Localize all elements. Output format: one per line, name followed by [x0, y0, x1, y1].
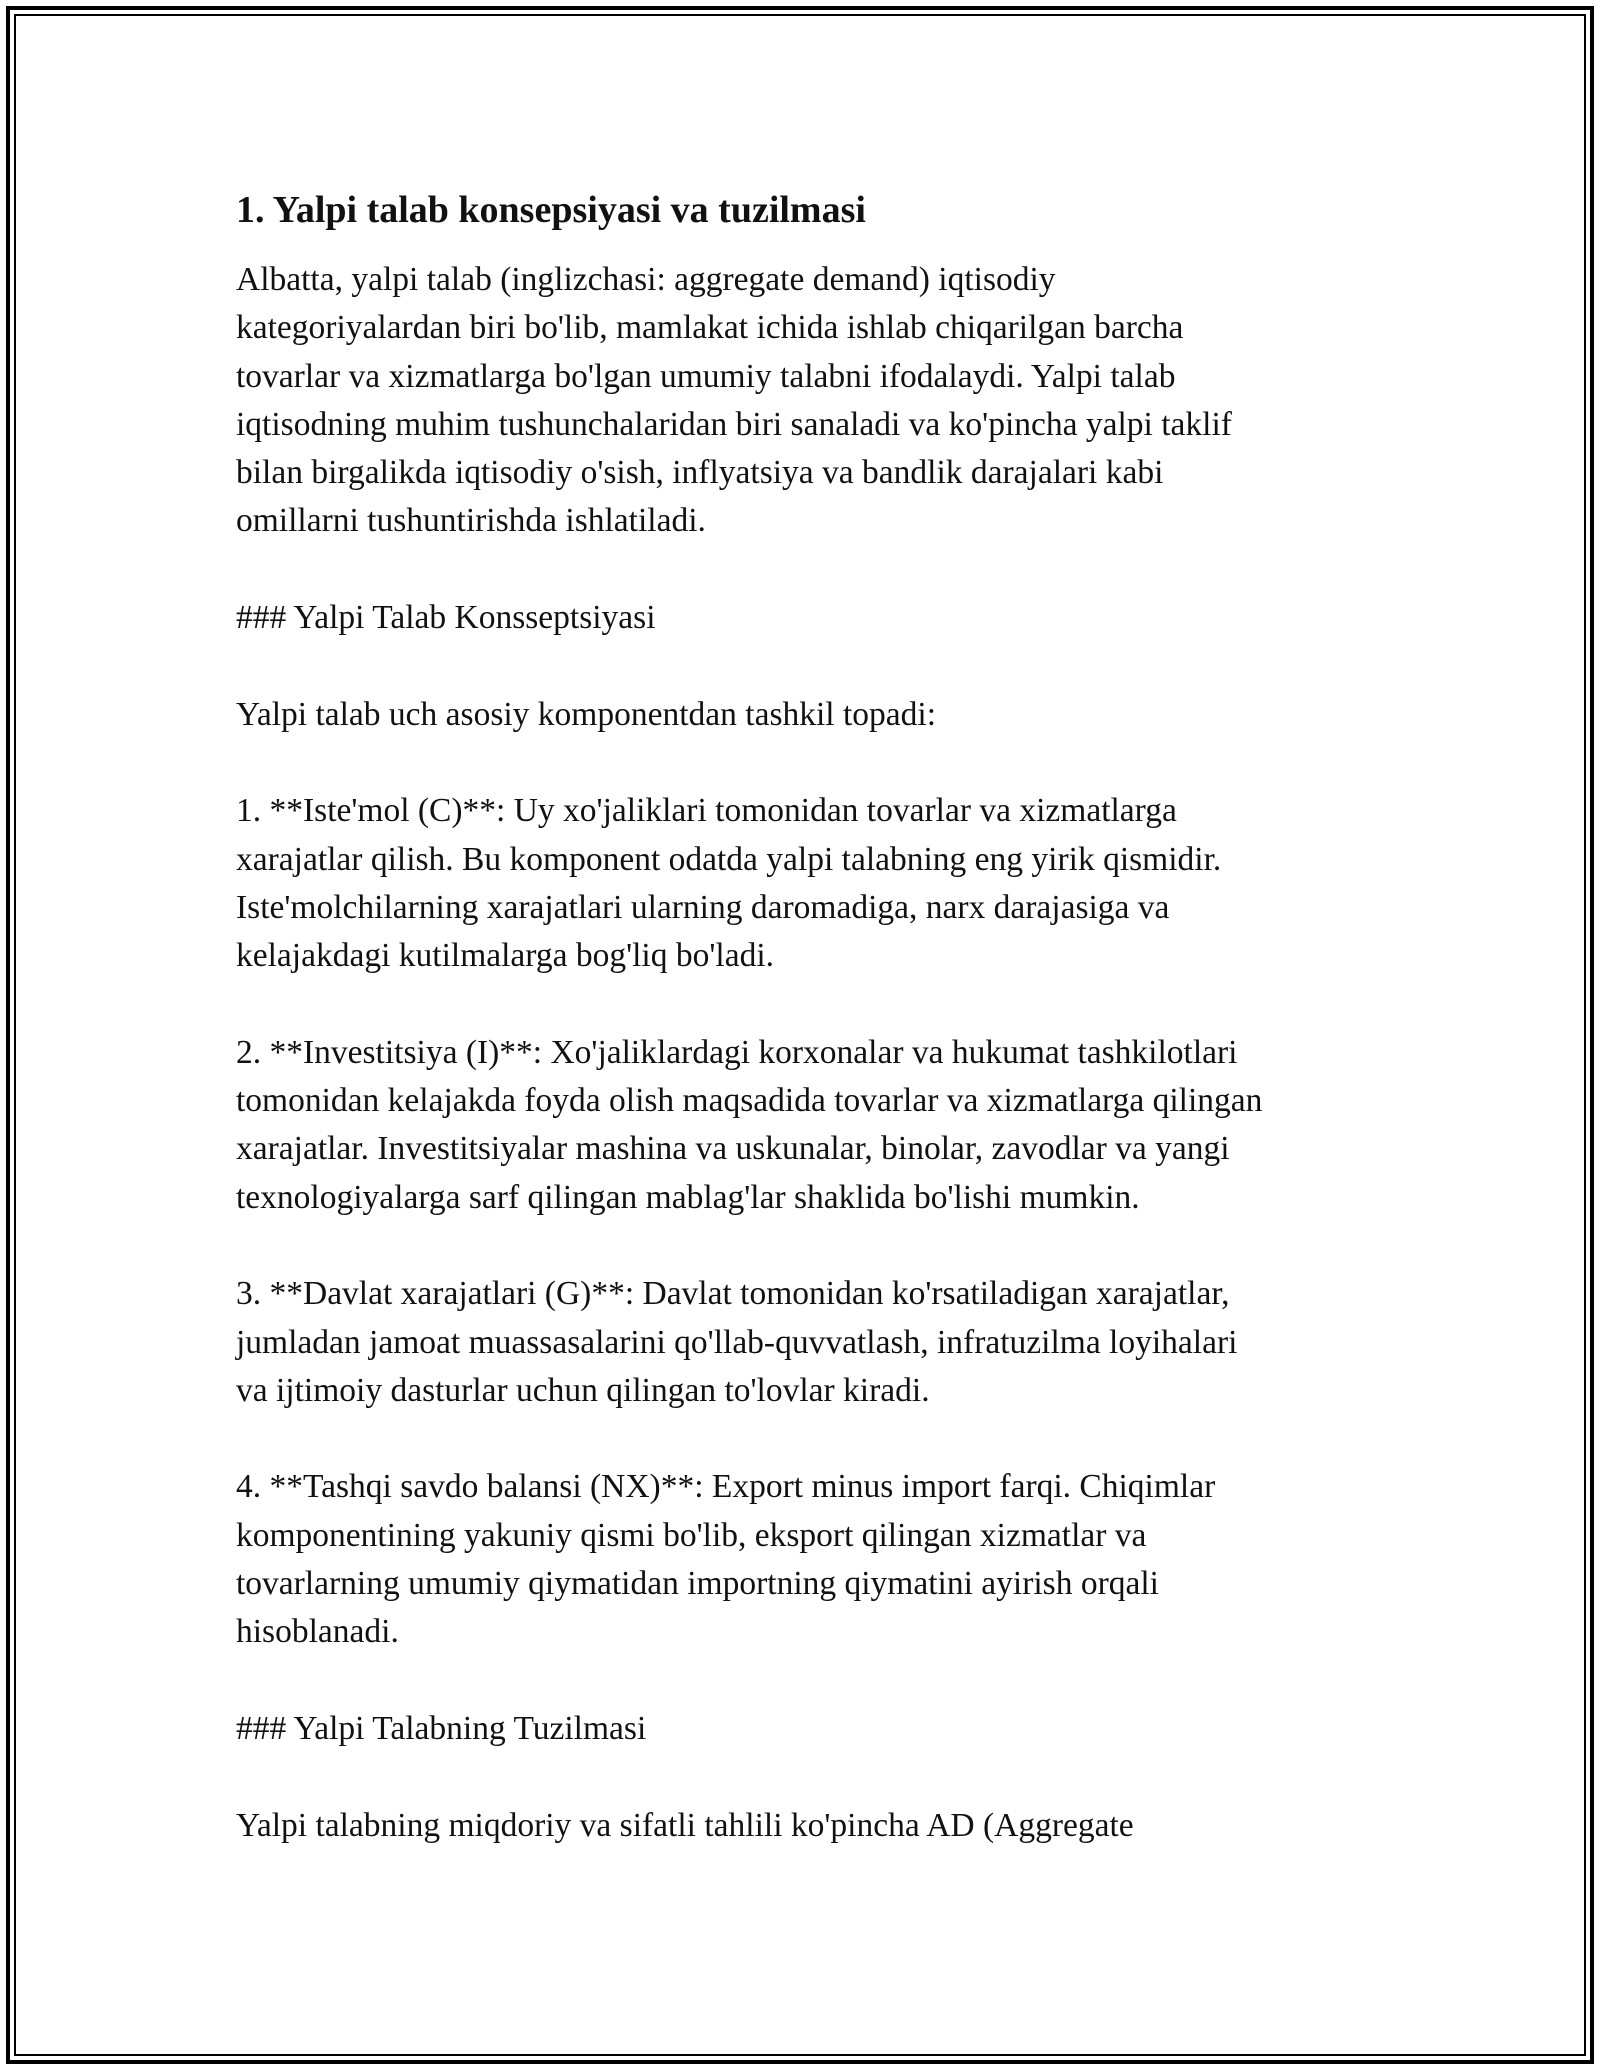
document-title: 1. Yalpi talab konsepsiyasi va tuzilmasi	[236, 189, 866, 231]
document-body: Albatta, yalpi talab (inglizchasi: aggregate demand) iqtisodiy kategoriyalardan biri bo'lib, mamlakat ichida ishlab chiqarilgan barcha tovarlar va xizmatlarga bo'lgan umumiy talabni ifodalaydi. Yalpi talab iqtisodning muhim tushunchalaridan biri sanaladi va ko'pincha yalpi taklif bilan birgalikda iqtisodiy o'sish, inflyatsiya va bandlik darajalari kabi omillarni tushuntirishda ishlatiladi. ### Yalpi Talab Konsseptsiyasi Yalpi talab uch asosiy komponentdan tashkil topadi: 1. **Iste'mol (C)**: Uy xo'jaliklari tomonidan tovarlar va xizmatlarga xarajatlar qilish. Bu komponent odatda yalpi talabning eng yirik qismidir. Iste'molchilarning xarajatlari ularning daromadiga, narx darajasiga va kelajakdagi kutilmalarga bog'liq bo'ladi. 2. **Investitsiya (I)**: Xo'jaliklardagi korxonalar va hukumat tashkilotlari tomonidan kelajakda foyda olish maqsadida tovarlar va xizmatlarga qilingan xarajatlar. Investitsiyalar mashina va uskunalar, binolar, zavodlar va yangi texnologiyalarga sarf qilingan mablag'lar shaklida bo'lishi mumkin. 3. **Davlat xarajatlari (G)**: Davlat tomonidan ko'rsatiladigan xarajatlar, jumladan jamoat muassasalarini qo'llab-quvvatlash, infratuzilma loyihalari va ijtimoiy dasturlar uchun qilingan to'lovlar kiradi. 4. **Tashqi savdo balansi (NX)**: Export minus import farqi. Chiqimlar komponentining yakuniy qismi bo'lib, eksport qilingan xizmatlar va tovarlarning umumiy qiymatidan importning qiymatini ayirish orqali hisoblanadi. ### Yalpi Talabning Tuzilmasi Yalpi talabning miqdoriy va sifatli tahlili ko'pincha AD (Aggregate	[236, 261, 1263, 1844]
document-content	[236, 186, 1386, 1850]
